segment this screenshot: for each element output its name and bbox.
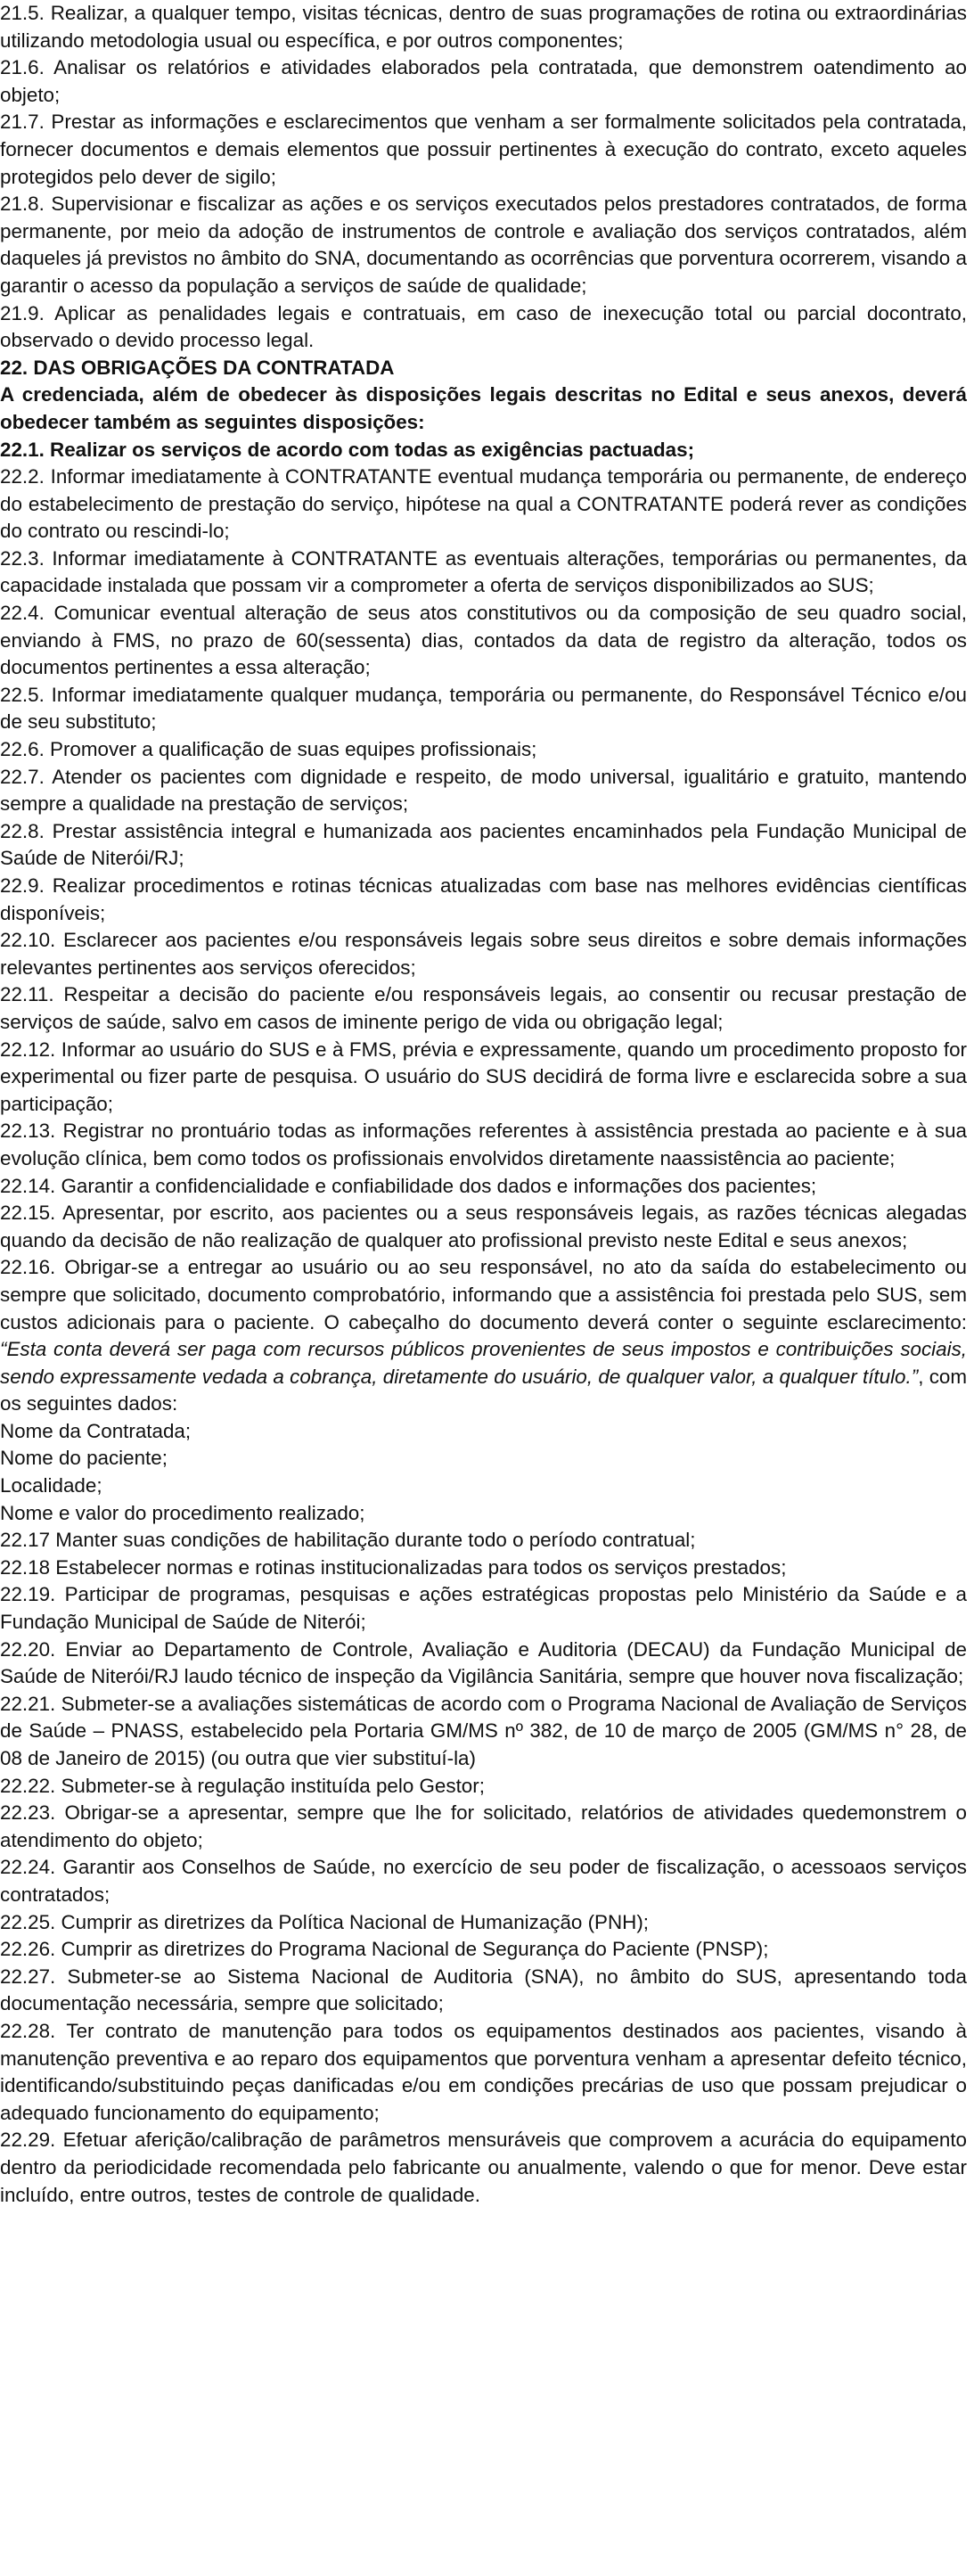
paragraph-text: 22.2. Informar imediatamente à CONTRATANTE eventual mudança temporária ou permanente, de endereço do estabelecimento de prestação do serviço, hipótese na qual a CONTRATANTE poderá rever as condições do contrato ou rescindi-lo;: [0, 465, 967, 543]
paragraph-text: 22. DAS OBRIGAÇÕES DA CONTRATADA: [0, 356, 395, 379]
paragraph: [0, 1037, 967, 1119]
paragraph-text: 22.10. Esclarecer aos pacientes e/ou responsáveis legais sobre seus direitos e sobre demais informações relevantes pertinentes aos serviços oferecidos;: [0, 929, 967, 979]
paragraph-text: 22.25. Cumprir as diretrizes da Política Nacional de Humanização (PNH);: [0, 1910, 650, 1933]
paragraph: [0, 1964, 967, 2018]
paragraph-text: 22.3. Informar imediatamente à CONTRATANTE as eventuais alterações, temporárias ou permanentes, da capacidade instalada que possam vir a comprometer a oferta de serviços disponibilizados ao SUS;: [0, 546, 967, 597]
paragraph-text: 22.24. Garantir aos Conselhos de Saúde, no exercício de seu poder de fiscalização, o acessoaos serviços contratados;: [0, 1856, 967, 1906]
paragraph-text: Nome e valor do procedimento realizado;: [0, 1501, 365, 1524]
paragraph: [0, 1200, 967, 1254]
paragraph-text: 21.5. Realizar, a qualquer tempo, visitas técnicas, dentro de suas programações de rotina ou extraordinárias utilizando metodologia usual ou específica, e por outros componentes;: [0, 2, 967, 52]
bold-paragraph: [0, 381, 967, 436]
paragraph: [0, 1773, 967, 1801]
paragraph: [0, 736, 967, 764]
paragraph-text: 22.19. Participar de programas, pesquisas e ações estratégicas propostas pelo Ministério da Saúde e a Fundação Municipal de Saúde de Niterói;: [0, 1583, 967, 1634]
bold-paragraph: [0, 437, 967, 464]
paragraph: [0, 764, 967, 818]
paragraph-text: 22.12. Informar ao usuário do SUS e à FMS, prévia e expressamente, quando um procedimento proposto for experimental ou fizer parte de pesquisa. O usuário do SUS decidirá de forma livre e esclarecida sobre a sua participação;: [0, 1038, 967, 1115]
paragraph-text: 21.8. Supervisionar e fiscalizar as ações e os serviços executados pelos prestadores contratados, de forma permanente, por meio da adoção de instrumentos de controle e avaliação dos serviços contratados, além daqueles já previstos no âmbito do SNA, documentando as ocorrências que porventura ocorrerem, visando a garantir o acesso da população a serviços de saúde de qualidade;: [0, 193, 967, 297]
paragraph-text: 22.18 Estabelecer normas e rotinas institucionalizadas para todos os serviços prestados;: [0, 1555, 787, 1579]
paragraph-text: 22.8. Prestar assistência integral e humanizada aos pacientes encaminhados pela Fundação Municipal de Saúde de Niterói/RJ;: [0, 819, 967, 870]
paragraph: [0, 1691, 967, 1773]
paragraph: [0, 1555, 967, 1582]
paragraph: [0, 54, 967, 109]
paragraph-text: 22.21. Submeter-se a avaliações sistemáticas de acordo com o Programa Nacional de Avaliação de Serviços de Saúde – PNASS, estabelecido pela Portaria GM/MS nº 382, de 10 de março de 2005 (GM/MS n° 28, de 08 de Janeiro de 2015) (ou outra que vier substituí-la): [0, 1692, 967, 1769]
paragraph: [0, 927, 967, 981]
paragraph-text: 22.6. Promover a qualificação de suas equipes profissionais;: [0, 738, 537, 761]
paragraph: [0, 1473, 967, 1500]
paragraph-text: A credenciada, além de obedecer às disposições legais descritas no Edital e seus anexos, deverá obedecer também as seguintes disposições:: [0, 383, 967, 433]
paragraph-text: Nome da Contratada;: [0, 1419, 192, 1442]
paragraph-text: 22.28. Ter contrato de manutenção para todos os equipamentos destinados aos pacientes, visando à manutenção preventiva e ao reparo dos equipamentos que porventura venham a apresentar defeito técnico, identificando/substituindo peças danificadas e/ou em condições precárias de uso que possam prejudicar o adequado funcionamento do equipamento;: [0, 2019, 967, 2124]
paragraph-text: 22.23. Obrigar-se a apresentar, sempre que lhe for solicitado, relatórios de atividades quedemonstrem o atendimento do objeto;: [0, 1801, 967, 1851]
paragraph: [0, 2127, 967, 2209]
paragraph: [0, 1445, 967, 1473]
paragraph: [0, 1800, 967, 1854]
paragraph: [0, 682, 967, 736]
paragraph-text: 22.22. Submeter-se à regulação instituída pelo Gestor;: [0, 1774, 485, 1797]
paragraph: [0, 1527, 967, 1555]
paragraph: [0, 981, 967, 1036]
paragraph-text: 22.20. Enviar ao Departamento de Controle, Avaliação e Auditoria (DECAU) da Fundação Municipal de Saúde de Niterói/RJ laudo técnico de inspeção da Vigilância Sanitária, sempre que houver nova fiscalização;: [0, 1637, 967, 1688]
paragraph-text: 21.9. Aplicar as penalidades legais e contratuais, em caso de inexecução total ou parcial docontrato, observado o devido processo legal.: [0, 301, 967, 352]
paragraph: [0, 1637, 967, 1691]
paragraph-text: 22.4. Comunicar eventual alteração de seus atos constitutivos ou da composição de seu quadro social, enviando à FMS, no prazo de 60(sessenta) dias, contados da data de registro da alteração, todos os documentos pertinentes a essa alteração;: [0, 602, 967, 679]
paragraph: [0, 1581, 967, 1636]
paragraph: [0, 191, 967, 299]
paragraph: [0, 1118, 967, 1172]
bold-paragraph: [0, 355, 967, 382]
paragraph-text: 22.7. Atender os pacientes com dignidade e respeito, de modo universal, igualitário e gratuito, mantendo sempre a qualidade na prestação de serviços;: [0, 765, 967, 816]
paragraph: [0, 300, 967, 355]
paragraph-text: 22.15. Apresentar, por escrito, aos pacientes ou a seus responsáveis legais, as razões técnicas alegadas quando da decisão de não realização de qualquer ato profissional previsto neste Edital e seus anexos;: [0, 1202, 967, 1251]
paragraph-text: 22.27. Submeter-se ao Sistema Nacional de Auditoria (SNA), no âmbito do SUS, apresentando toda documentação necessária, sempre que solicitado;: [0, 1965, 967, 2015]
paragraph: [0, 818, 967, 873]
paragraph-text: 22.13. Registrar no prontuário todas as informações referentes à assistência prestada ao paciente e à sua evolução clínica, bem como todos os profissionais envolvidos diretamente naassistência ao paciente;: [0, 1120, 967, 1169]
paragraph: [0, 873, 967, 927]
paragraph: [0, 1173, 967, 1201]
paragraph-text: 22.29. Efetuar aferição/calibração de parâmetros mensuráveis que comprovem a acurácia do equipamento dentro da periodicidade recomendada pelo fabricante ou anualmente, valendo o que for menor. Deve estar incluído, entre outros, testes de controle de qualidade.: [0, 2129, 967, 2206]
paragraph: [0, 0, 967, 54]
paragraph-text-continued: , com os seguintes dados:: [0, 1365, 967, 1415]
italic-quote: “Esta conta deverá ser paga com recursos públicos provenientes de seus impostos e contribuições sociais, sendo expressamente vedada a cobrança, diretamente do usuário, de qualquer valor, a qualquer título.”: [0, 1338, 967, 1388]
paragraph: [0, 1500, 967, 1528]
paragraph-text: 22.9. Realizar procedimentos e rotinas técnicas atualizadas com base nas melhores evidências científicas disponíveis;: [0, 874, 967, 924]
paragraph-text: 21.7. Prestar as informações e esclarecimentos que venham a ser formalmente solicitados pela contratada, fornecer documentos e demais elementos que possuir pertinentes à execução do contrato, exceto aqueles protegidos pelo dever de sigilo;: [0, 111, 967, 188]
paragraph: [0, 1418, 967, 1446]
paragraph-text: 22.5. Informar imediatamente qualquer mudança, temporária ou permanente, do Responsável Técnico e/ou de seu substituto;: [0, 683, 967, 734]
paragraph-text: 22.14. Garantir a confidencialidade e confiabilidade dos dados e informações dos pacientes;: [0, 1174, 817, 1197]
paragraph: [0, 1936, 967, 1964]
paragraph-text: 22.11. Respeitar a decisão do paciente e/ou responsáveis legais, ao consentir ou recusar prestação de serviços de saúde, salvo em casos de iminente perigo de vida ou obrigação legal;: [0, 983, 967, 1033]
paragraph: [0, 1254, 967, 1418]
paragraph-text: 22.17 Manter suas condições de habilitação durante todo o período contratual;: [0, 1529, 696, 1552]
paragraph-text: 22.26. Cumprir as diretrizes do Programa Nacional de Segurança do Paciente (PNSP);: [0, 1938, 769, 1961]
paragraph: [0, 546, 967, 600]
paragraph-text: Localidade;: [0, 1474, 102, 1497]
paragraph: [0, 600, 967, 682]
paragraph: [0, 2018, 967, 2127]
paragraph: [0, 1909, 967, 1937]
paragraph: [0, 464, 967, 546]
paragraph: [0, 109, 967, 191]
paragraph-text: 21.6. Analisar os relatórios e atividades elaborados pela contratada, que demonstrem oatendimento ao objeto;: [0, 56, 967, 106]
paragraph: [0, 1854, 967, 1908]
paragraph-text: 22.16. Obrigar-se a entregar ao usuário ou ao seu responsável, no ato da saída do estabelecimento ou sempre que solicitado, documento comprobatório, informando que a assistência foi prestada pelo SUS, sem custos adicionais para o paciente. O cabeçalho do documento deverá conter o seguinte esclarecimento:: [0, 1256, 967, 1333]
paragraph-text: Nome do paciente;: [0, 1447, 168, 1470]
paragraph-text: 22.1. Realizar os serviços de acordo com todas as exigências pactuadas;: [0, 438, 695, 461]
